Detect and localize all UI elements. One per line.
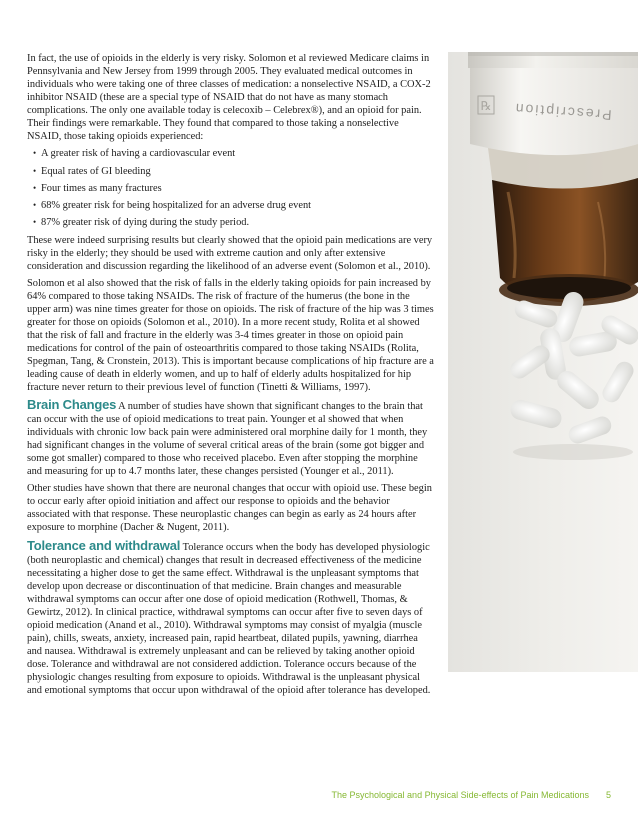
svg-text:Prescription: Prescription: [513, 100, 613, 124]
svg-text:℞: ℞: [480, 99, 492, 113]
elderly-risk-paragraph: These were indeed surprising results but clearly showed that the opioid pain medications are very risky in the elderly; they should be used with extreme caution and only after extensive consideration and discussion regarding the likelihood of an adverse event (Solomon et al., 2010).: [27, 234, 433, 272]
list-item: • A greater risk of having a cardiovascular event: [33, 148, 236, 160]
article-body: [27, 52, 435, 701]
outcome-list: [27, 147, 435, 229]
list-item: • Four times as many fractures: [33, 182, 162, 194]
intro-paragraph: In fact, the use of opioids in the elderly is very risky. Solomon et al reviewed Medicare claims in Pennsylvania and New Jersey from 1999 through 2005. They evaluated medical outcomes in individuals who were taking one of three classes of medication: a nonselective NSAID, a COX-2 inhibitor NSAID (these are a special type of NSAID that do not have as many stomach complications. The only one available today is celecoxib – Celebrex®), and an opioid for pain. Their findings were remarkable. They found that compared to those taking a nonselective NSAID, those taking opioids experienced:: [27, 53, 431, 143]
page-number: 5: [605, 790, 611, 800]
tolerance-paragraph: Tolerance and withdrawal Tolerance occurs when the body has developed physiologic (both neuroplastic and chemical) changes that result in decreased effectiveness of the medicine necessitating a higher dose to get the same effect. Withdrawal is the unpleasant symptoms that develop upon decrease or discontinuation of that medicine. Brain changes and measurable withdrawal symptoms can occur after one dose of opioid medication (Rothwell, Thomas, & Gewirtz, 2012). In clinical practice, withdrawal symptoms can occur after five to seven days of opioid medication (Anand et al., 2010). Withdrawal symptoms may consist of myalgia (muscle pain), chills, sweats, anxiety, increased pain, rapid heartbeat, dilated pupils, yawning, diarrhea and nausea. Withdrawal is extremely unpleasant and can be relieved by taking another opioid dose. Tolerance and withdrawal are not considered addiction. Tolerance occurs because of the physiologic changes resulting from exposure to opioids. Withdrawal is the unpleasant physical and emotional symptoms that occur upon withdrawal of the opioid after tolerance has developed.: [27, 537, 431, 697]
bullet-icon: •: [33, 148, 37, 159]
list-item: • 68% greater risk for being hospitalized for an adverse drug event: [33, 200, 312, 212]
bullet-icon: •: [33, 200, 37, 211]
bullet-icon: •: [33, 217, 37, 228]
footer-title: The Psychological and Physical Side-effects of Pain Medications: [331, 790, 589, 800]
page-footer: [0, 790, 638, 804]
tolerance-heading: Tolerance and withdrawal: [27, 537, 181, 553]
neuronal-changes-paragraph: Other studies have shown that there are neuronal changes that occur with opioid use. These begin to occur early after opioid initiation and affect our response to opioids and the behavior associated with that response. These neuroplastic changes can begin as early as 24 hours after exposure to morphine (Dacher & Nugent, 2011).: [27, 483, 432, 534]
list-item: • 87% greater risk of dying during the study period.: [33, 217, 250, 229]
brain-changes-heading: Brain Changes: [27, 397, 117, 413]
pill-bottle-illustration: [448, 52, 638, 672]
bullet-icon: •: [33, 182, 37, 193]
bullet-icon: •: [33, 165, 37, 176]
falls-fracture-paragraph: Solomon et al also showed that the risk of falls in the elderly taking opioids for pain increased by 64% compared to those taking NSAIDs. The risk of fracture of the humerus (the bone in the upper arm) was nine times greater for those on opioids. The risk of fracture of the hip was 3 times greater for those on opioids (Solomon et al., 2010). In a more recent study, Rolita et al showed that the risk of fall and fracture in the elderly was 3-4 times greater in those on opioid pain medications for control of the pain of osteoarthritis compared to those taking NSAIDs (Rolita, Spegman, Tang, & Cronstein, 2013). This is important because complications of hip fracture are a leading cause of death in elderly women, and up to half of elderly adults hospitalized for hip fracture never return to their previous level of function (Tinetti & Williams, 1997).: [27, 277, 434, 394]
brain-changes-paragraph: Brain Changes A number of studies have shown that significant changes to the brain that can occur with the use of opioid medications to treat pain. Younger et al showed that when individuals with chronic low back pain were administered oral morphine daily for 1 month, they had significant changes in the volume of several critical areas of the brain (some got bigger and some got smaller) compared to those who received placebo. Even after stopping the morphine and measuring for up to 4.7 months later, these changes persisted (Younger et al., 2011).: [27, 397, 428, 478]
list-item: • Equal rates of GI bleeding: [33, 165, 151, 177]
pill-bottle-photo: [448, 52, 638, 672]
